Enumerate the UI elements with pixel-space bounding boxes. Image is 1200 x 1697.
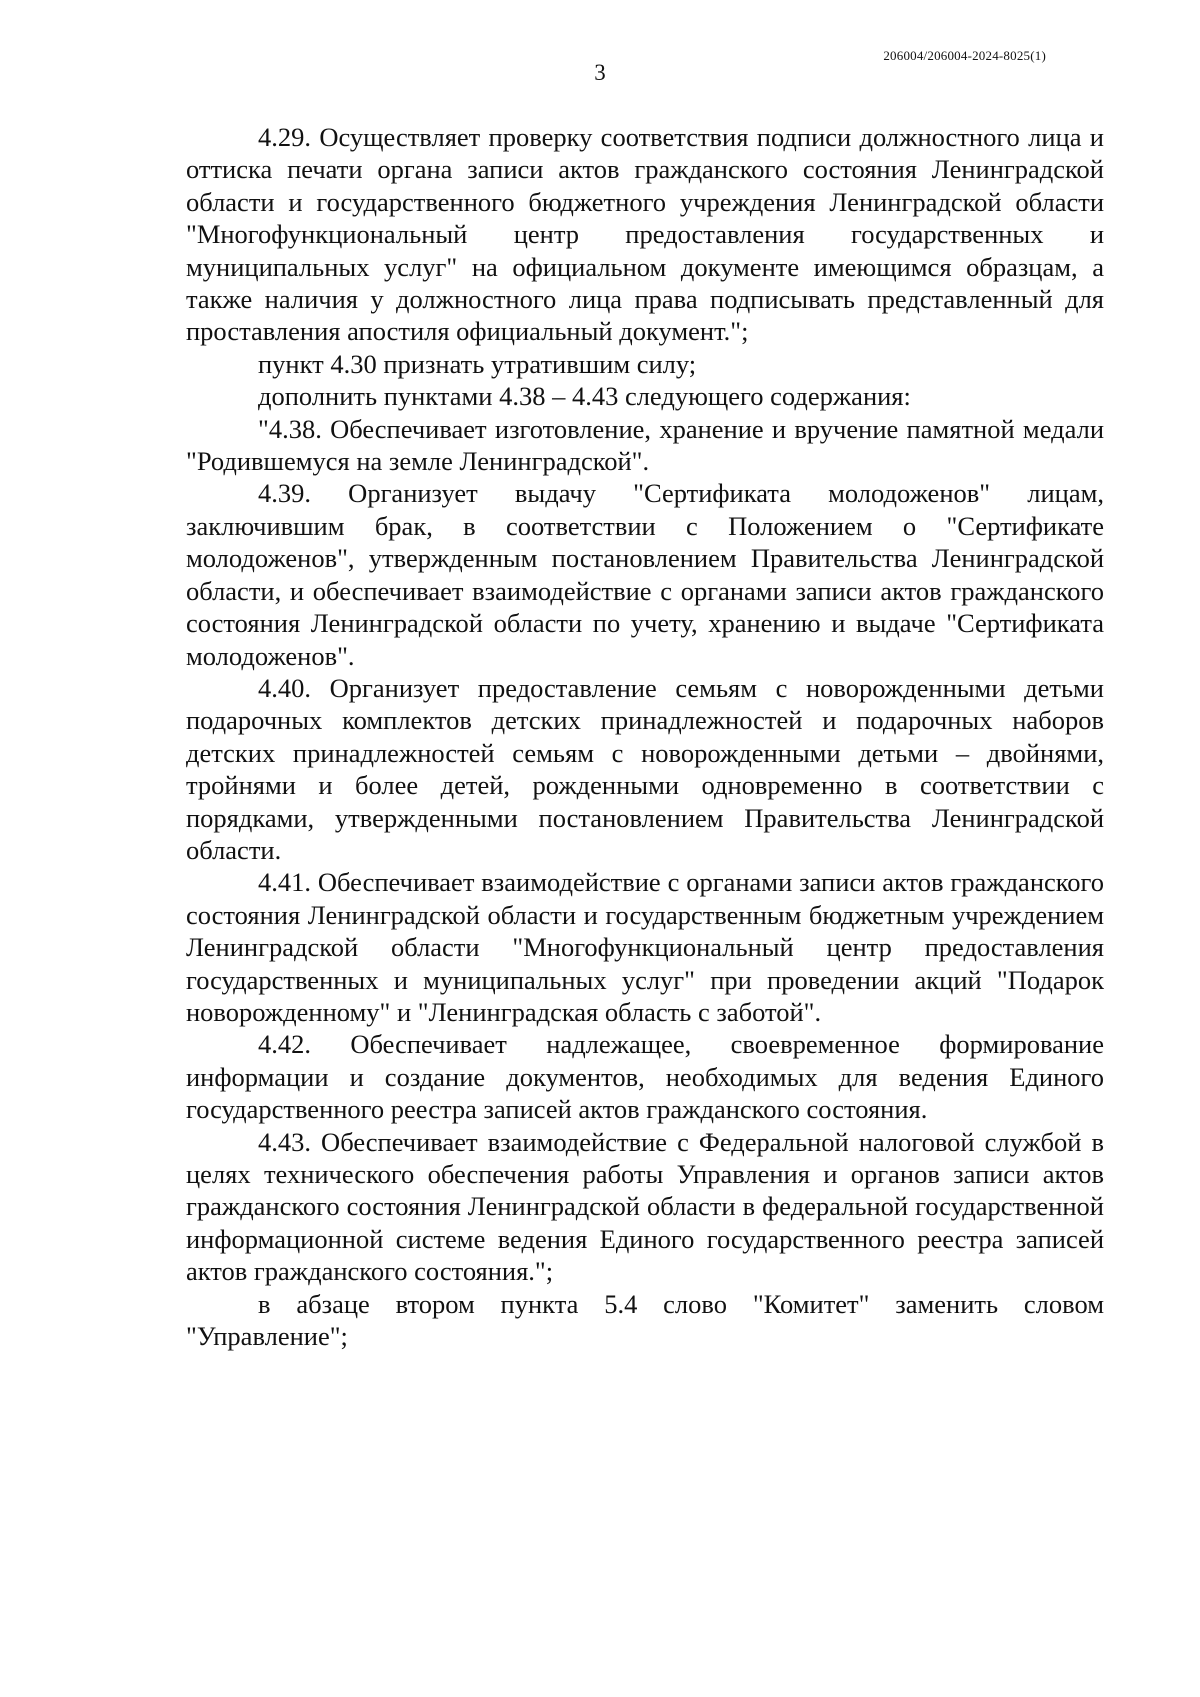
paragraph-4-41: 4.41. Обеспечивает взаимодействие с органами записи актов гражданского состояния Ленинградской области и государственным бюджетным учреждением Ленинградской области "Многофункциональный центр предоставления государственных и муниципальных услуг" при проведении акций "Подарок новорожденному" и "Ленинградская область с заботой". — [186, 867, 1104, 1027]
paragraph-4-38: "4.38. Обеспечивает изготовление, хранение и вручение памятной медали "Родившемуся на земле Ленинградской". — [186, 413, 1104, 477]
paragraph-supplement-intro: дополнить пунктами 4.38 – 4.43 следующего содержания: — [258, 381, 911, 412]
page-number: 3 — [594, 60, 606, 85]
document-registration-number: 206004/206004-2024-8025(1) — [883, 48, 1046, 63]
document-body — [186, 121, 1104, 1352]
paragraph-repeal-4-30: пункт 4.30 признать утратившим силу; — [258, 348, 697, 379]
paragraph-4-29: 4.29. Осуществляет проверку соответствия подписи должностного лица и оттиска печати органа записи актов гражданского состояния Ленинградской области и государственного бюджетного учреждения Ленинградской области "Многофункциональный центр предоставления государственных и муниципальных услуг" на официальном документе имеющимся образцам, а также наличия у должностного лица права подписывать представленный для проставления апостиля официальный документ."; — [186, 122, 1104, 347]
paragraph-4-42: 4.42. Обеспечивает надлежащее, своевременное формирование информации и создание документов, необходимых для ведения Единого государственного реестра записей актов гражданского состояния. — [186, 1029, 1104, 1125]
paragraph-4-43: 4.43. Обеспечивает взаимодействие с Федеральной налоговой службой в целях технического обеспечения работы Управления и органов записи актов гражданского состояния Ленинградской области в федеральной государственной информационной системе ведения Единого государственного реестра записей актов гражданского состояния."; — [186, 1126, 1104, 1287]
paragraph-4-40: 4.40. Организует предоставление семьям с новорожденными детьми подарочных комплектов детских принадлежностей и подарочных наборов детских принадлежностей семьям с новорожденными детьми – двойнями, тройнями и более детей, рожденными одновременно в соответствии с порядками, утвержденными постановлением Правительства Ленинградской области. — [186, 672, 1104, 865]
paragraph-4-39: 4.39. Организует выдачу "Сертификата молодоженов" лицам, заключившим брак, в соответствии с Положением о "Сертификате молодоженов", утвержденным постановлением Правительства Ленинградской области, и обеспечивает взаимодействие с органами записи актов гражданского состояния Ленинградской области по учету, хранению и выдаче "Сертификата молодоженов". — [186, 478, 1104, 671]
paragraph-5-4-amendment: в абзаце втором пункта 5.4 слово "Комитет" заменить словом "Управление"; — [186, 1288, 1104, 1352]
